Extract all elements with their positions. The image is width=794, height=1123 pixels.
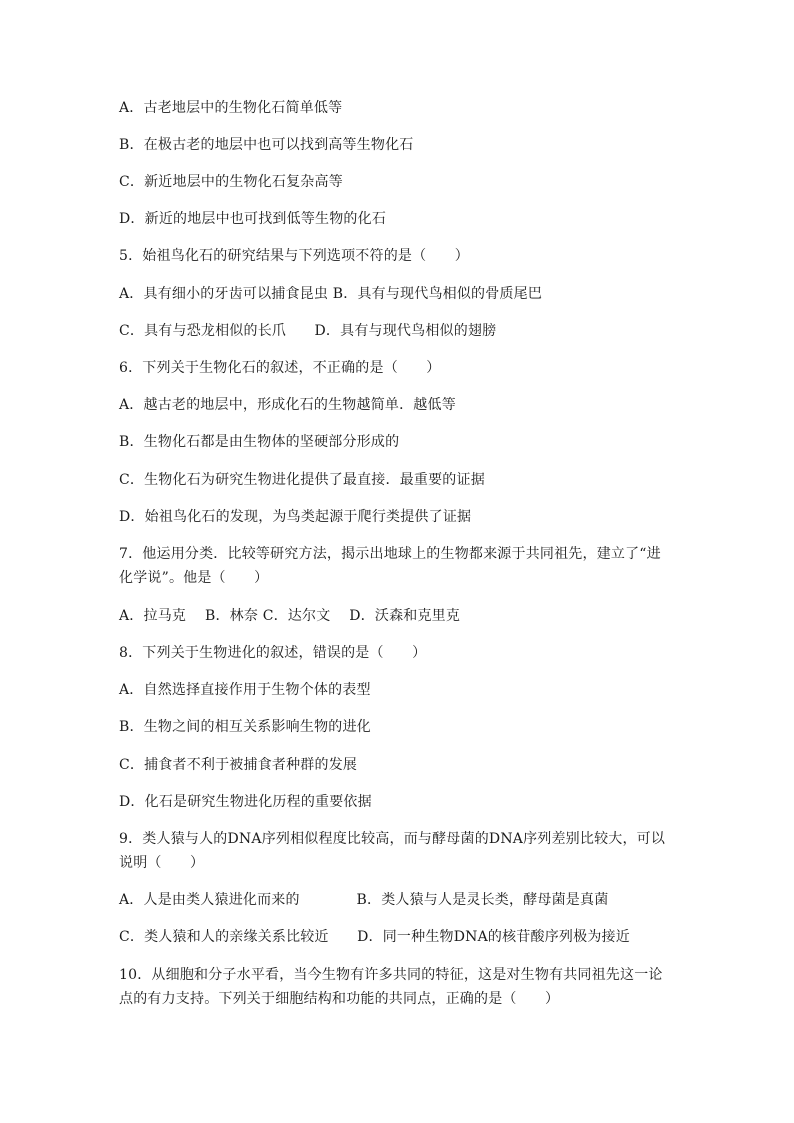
q9-stem-line1: 9．类人猿与人的DNA序列相似程度比较高，而与酵母菌的DNA序列差别比较大，可以 bbox=[119, 831, 666, 847]
q8-option-d: D．化石是研究生物进化历程的重要依据 bbox=[119, 794, 372, 810]
q5-options-ab: A．具有细小的牙齿可以捕食昆虫 B．具有与现代鸟相似的骨质尾巴 bbox=[119, 286, 543, 302]
q4-option-c: C．新近地层中的生物化石复杂高等 bbox=[119, 174, 343, 190]
q8-option-b: B．生物之间的相互关系影响生物的进化 bbox=[119, 719, 371, 735]
q6-option-b: B．生物化石都是由生物体的坚硬部分形成的 bbox=[119, 434, 400, 450]
q6-option-c: C．生物化石为研究生物进化提供了最直接．最重要的证据 bbox=[119, 472, 485, 488]
q5-stem: 5．始祖鸟化石的研究结果与下列选项不符的是（ ） bbox=[119, 248, 469, 264]
q7-stem-line1: 7．他运用分类．比较等研究方法，揭示出地球上的生物都来源于共同祖先，建立了“进 bbox=[119, 546, 661, 562]
q6-option-d: D．始祖鸟化石的发现，为鸟类起源于爬行类提供了证据 bbox=[119, 509, 472, 525]
q8-option-c: C．捕食者不利于被捕食者种群的发展 bbox=[119, 757, 358, 773]
q6-stem: 6．下列关于生物化石的叙述，不正确的是（ ） bbox=[119, 360, 441, 376]
q4-option-a: A．古老地层中的生物化石简单低等 bbox=[119, 100, 343, 116]
q4-option-b: B．在极古老的地层中也可以找到高等生物化石 bbox=[119, 137, 414, 153]
q6-option-a: A．越古老的地层中，形成化石的生物越简单．越低等 bbox=[119, 397, 456, 413]
q7-stem-line2: 化学说”。他是（ ） bbox=[119, 570, 269, 586]
q4-option-d: D．新近的地层中也可找到低等生物的化石 bbox=[119, 211, 387, 227]
q5-options-cd: C．具有与恐龙相似的长爪 D．具有与现代鸟相似的翅膀 bbox=[119, 323, 497, 339]
q10-stem-line1: 10．从细胞和分子水平看，当今生物有许多共同的特征，这是对生物有共同祖先这一论 bbox=[119, 967, 663, 983]
q10-stem-line2: 点的有力支持。下列关于细胞结构和功能的共同点，正确的是（ ） bbox=[119, 991, 560, 1007]
q8-option-a: A．自然选择直接作用于生物个体的表型 bbox=[119, 682, 371, 698]
q9-options-cd: C．类人猿和人的亲缘关系比较近 D．同一种生物DNA的核苷酸序列极为接近 bbox=[119, 929, 630, 945]
q8-stem: 8．下列关于生物进化的叙述，错误的是（ ） bbox=[119, 645, 427, 661]
q9-options-ab: A．人是由类人猿进化而来的 B．类人猿与人是灵长类，酵母菌是真菌 bbox=[119, 892, 609, 908]
q7-options: A．拉马克 B．林奈 C．达尔文 D．沃森和克里克 bbox=[119, 608, 461, 624]
q9-stem-line2: 说明（ ） bbox=[119, 855, 205, 871]
